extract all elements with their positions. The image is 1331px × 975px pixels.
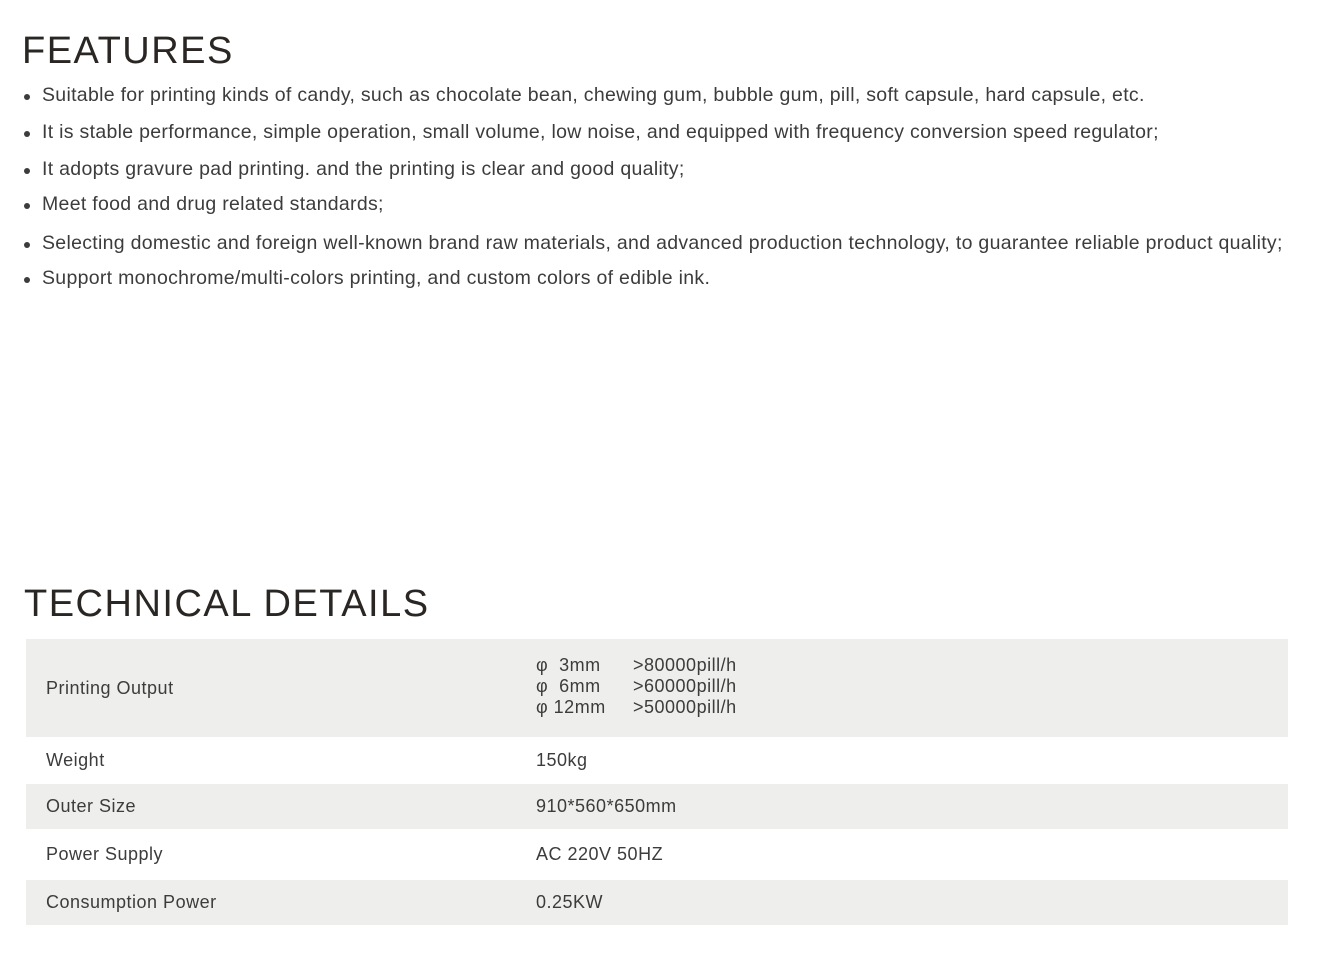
pill-rate: >50000pill/h bbox=[633, 697, 737, 717]
list-item bbox=[22, 193, 1322, 216]
spec-label: Outer Size bbox=[46, 796, 137, 816]
pill-size: φ 12mm bbox=[536, 697, 606, 717]
spec-label: Printing Output bbox=[46, 677, 174, 698]
output-line bbox=[536, 676, 737, 697]
features-heading: FEATURES bbox=[22, 30, 234, 72]
features-list bbox=[22, 82, 1322, 290]
feature-text: Suitable for printing kinds of candy, such as chocolate bean, chewing gum, bubble gum, pill, soft capsule, hard capsule, etc. bbox=[42, 84, 1145, 106]
list-item bbox=[22, 158, 1322, 181]
pill-size: φ 3mm bbox=[536, 655, 601, 675]
pill-rate: >80000pill/h bbox=[633, 655, 737, 675]
feature-text: Support monochrome/multi-colors printing, and custom colors of edible ink. bbox=[42, 267, 711, 289]
output-line bbox=[536, 697, 737, 718]
feature-text: Selecting domestic and foreign well-known brand raw materials, and advanced production technology, to guarantee reliable product quality; bbox=[42, 232, 1283, 254]
table-row-printing-output bbox=[26, 639, 1288, 737]
spec-label: Weight bbox=[46, 750, 105, 770]
spec-label: Power Supply bbox=[46, 844, 164, 864]
bullet-icon bbox=[24, 168, 30, 174]
spec-table bbox=[26, 639, 1288, 925]
table-row-outer-size bbox=[26, 784, 1288, 829]
spec-value: 0.25KW bbox=[536, 892, 604, 912]
feature-text: It adopts gravure pad printing. and the printing is clear and good quality; bbox=[42, 158, 685, 180]
list-item bbox=[22, 267, 1322, 290]
output-line bbox=[536, 655, 737, 676]
bullet-icon bbox=[24, 131, 30, 137]
feature-text: It is stable performance, simple operation, small volume, low noise, and equipped with frequency conversion speed regulator; bbox=[42, 121, 1159, 143]
printing-output-values bbox=[536, 655, 737, 718]
bullet-icon bbox=[24, 94, 30, 100]
pill-size: φ 6mm bbox=[536, 676, 601, 696]
feature-text: Meet food and drug related standards; bbox=[42, 193, 384, 215]
spec-value: 150kg bbox=[536, 750, 588, 770]
bullet-icon bbox=[24, 203, 30, 209]
technical-details-heading: TECHNICAL DETAILS bbox=[24, 583, 430, 625]
bullet-icon bbox=[24, 277, 30, 283]
table-row-weight bbox=[26, 737, 1288, 784]
spec-value: AC 220V 50HZ bbox=[536, 844, 664, 864]
spec-label: Consumption Power bbox=[46, 892, 217, 912]
list-item bbox=[22, 232, 1297, 255]
spec-value: 910*560*650mm bbox=[536, 796, 677, 816]
list-item bbox=[22, 121, 1322, 144]
table-row-consumption-power bbox=[26, 880, 1288, 925]
table-row-power-supply bbox=[26, 829, 1288, 880]
bullet-icon bbox=[24, 242, 30, 248]
pill-rate: >60000pill/h bbox=[633, 676, 737, 696]
list-item bbox=[22, 84, 1322, 107]
